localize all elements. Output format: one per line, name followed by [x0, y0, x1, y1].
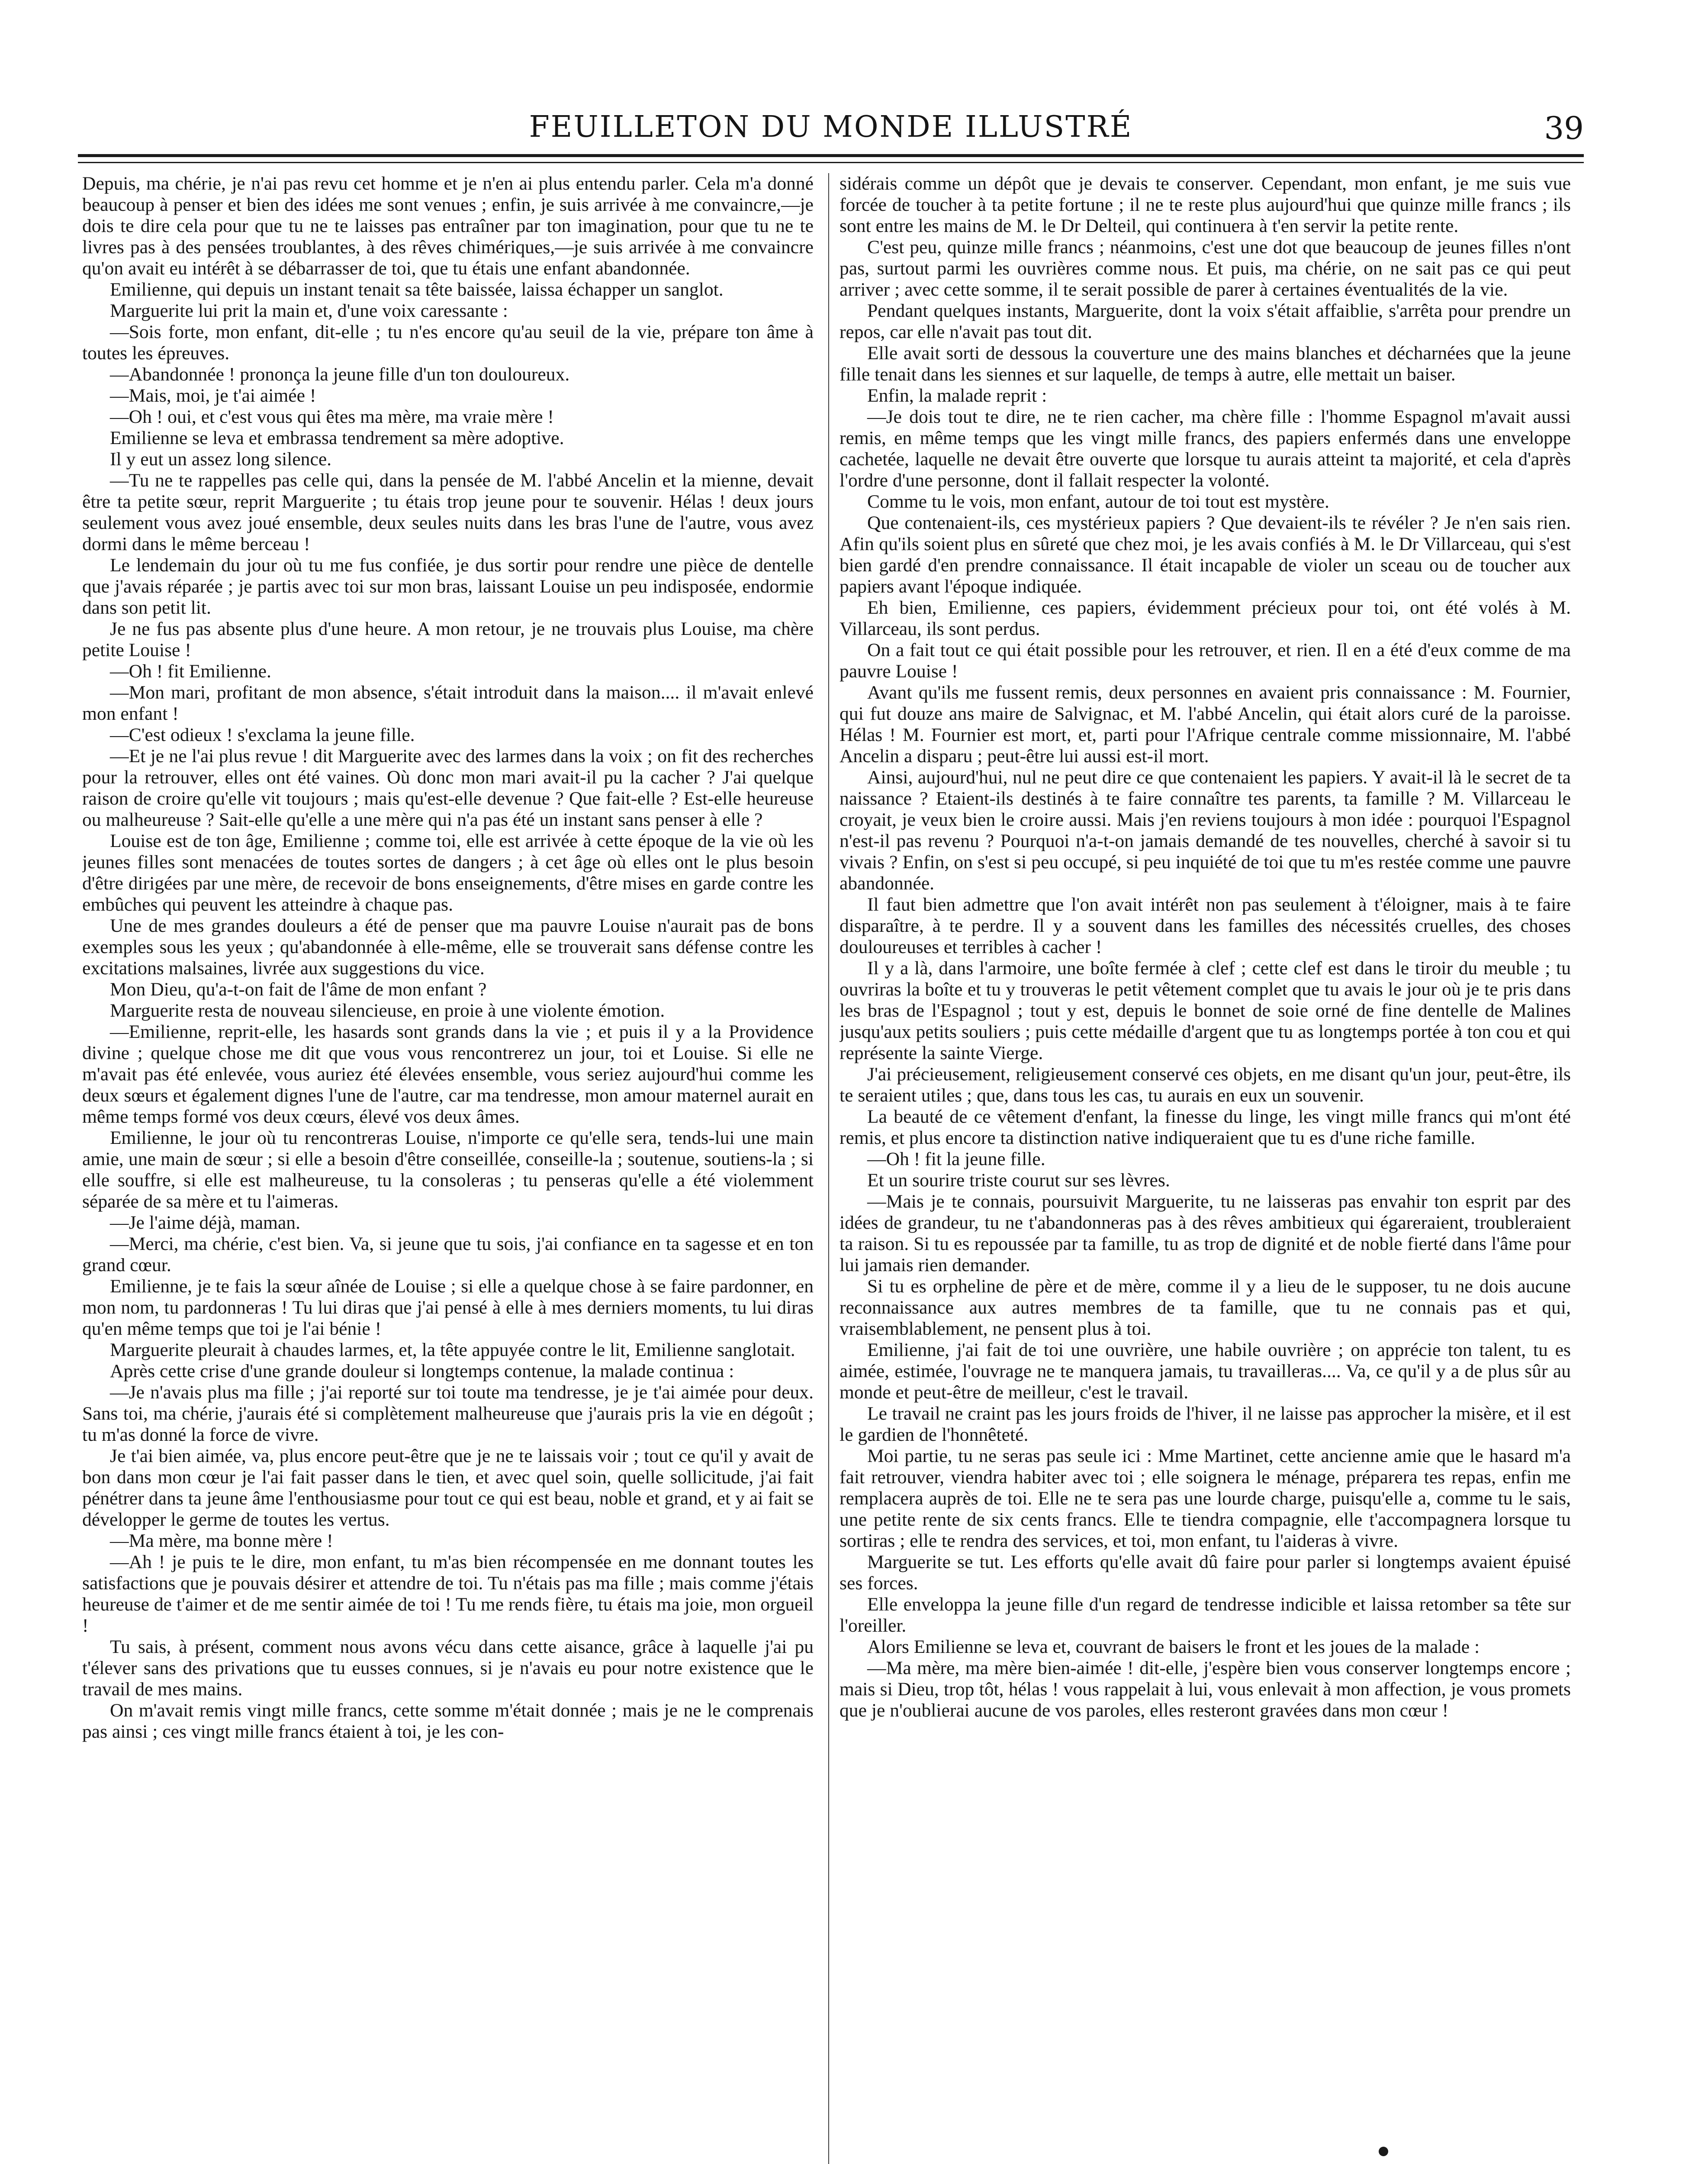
left-column-paragraph: Marguerite lui prit la main et, d'une voix caressante : — [110, 300, 508, 321]
left-column-paragraph: —Mais, moi, je t'ai aimée ! — [110, 385, 316, 406]
right-column-paragraph: Le travail ne craint pas les jours froids de l'hiver, il ne laisse pas approcher la misère, et il est le gardien de l'honnêteté. — [840, 1403, 1571, 1445]
header-rule-thin — [78, 162, 1584, 163]
right-column-paragraph: On a fait tout ce qui était possible pour les retrouver, et rien. Il en a été d'eux comme de ma pauvre Louise ! — [840, 640, 1571, 682]
left-column-paragraph: Une de mes grandes douleurs a été de penser que ma pauvre Louise n'aurait pas de bons exemples sous les yeux ; qu'abandonnée à elle-même, elle se trouverait sans défense contre les excitations malsaines, livrée aux suggestions du vice. — [82, 915, 814, 979]
left-column-paragraph: —Oh ! oui, et c'est vous qui êtes ma mère, ma vraie mère ! — [110, 406, 554, 427]
right-column-paragraph: Elle enveloppa la jeune fille d'un regard de tendresse indicible et laissa retomber sa tête sur l'oreiller. — [840, 1594, 1571, 1636]
page-header — [78, 106, 1584, 150]
left-column-paragraph: —Tu ne te rappelles pas celle qui, dans la pensée de M. l'abbé Ancelin et la mienne, devait être ta petite sœur, reprit Marguerite ; tu étais trop jeune pour te souvenir. Hélas ! deux jours seulement vous avez joué ensemble, deux seules nuits dans les bras l'une de l'autre, vous avez dormi dans le même berceau ! — [82, 470, 814, 554]
left-column-paragraph: —Je n'avais plus ma fille ; j'ai reporté sur toi toute ma tendresse, je je t'ai aimée pour deux. Sans toi, ma chérie, j'aurais été si complètement malheureuse que j'aurais pris la vie en dégoût ; tu m'as donné la force de vivre. — [82, 1382, 814, 1445]
right-column-paragraph: Ainsi, aujourd'hui, nul ne peut dire ce que contenaient les papiers. Y avait-il là le secret de ta naissance ? Etaient-ils destinés à te faire connaître tes parents, ta famille ? M. Villarceau le croyait, je veux bien le croire aussi. Mais j'en reviens toujours à mon idée : pourquoi l'Espagnol n'est-il pas revenu ? Pourquoi n'a-t-on jamais demandé de tes nouvelles, cherché à savoir si tu vivais ? Enfin, on s'est si peu occupé, si peu inquiété de toi que tu m'es restée comme une pauvre abandonnée. — [840, 767, 1571, 894]
left-column — [82, 173, 814, 2164]
right-column-paragraph: Emilienne, j'ai fait de toi une ouvrière, une habile ouvrière ; on apprécie ton talent, tu es aimée, estimée, l'ouvrage ne te manquera jamais, tu travailleras.... Va, ce qu'il y a de plus sûr au monde et peut-être de meilleur, c'est le travail. — [840, 1340, 1571, 1403]
right-column — [840, 173, 1571, 2164]
left-column-paragraph: Emilienne se leva et embrassa tendrement sa mère adoptive. — [110, 428, 564, 448]
left-column-paragraph: —Merci, ma chérie, c'est bien. Va, si jeune que tu sois, j'ai confiance en ta sagesse et en ton grand cœur. — [82, 1233, 814, 1275]
left-column-paragraph: Je t'ai bien aimée, va, plus encore peut-être que je ne te laissais voir ; tout ce qu'il y avait de bon dans mon cœur je l'ai fait passer dans le tien, et avec quel soin, quelle sollicitude, j'ai fait pénétrer dans ta jeune âme l'enthousiasme pour tout ce qui est beau, noble et grand, et y ai fait se développer le germe de toutes les vertus. — [82, 1446, 814, 1530]
left-column-paragraph: Le lendemain du jour où tu me fus confiée, je dus sortir pour rendre une pièce de dentelle que j'avais réparée ; je partis avec toi sur mon bras, laissant Louise un peu indisposée, endormie dans son petit lit. — [82, 555, 814, 618]
right-column-paragraph: Pendant quelques instants, Marguerite, dont la voix s'était affaiblie, s'arrêta pour prendre un repos, car elle n'avait pas tout dit. — [840, 300, 1571, 342]
right-column-paragraph: —Mais je te connais, poursuivit Marguerite, tu ne laisseras pas envahir ton esprit par des idées de grandeur, tu ne t'abandonneras pas à des rêves ambitieux qui égareraient, troubleraient ta raison. Si tu es repoussée par ta famille, tu as trop de dignité et de noble fierté dans l'âme pour lui jamais rien demander. — [840, 1191, 1571, 1275]
right-column-paragraph: C'est peu, quinze mille francs ; néanmoins, c'est une dot que beaucoup de jeunes filles n'ont pas, surtout parmi les ouvrières comme nous. Et puis, ma chérie, on ne sait pas ce qui peut arriver ; avec cette somme, il te serait possible de parer à certaines éventualités de la vie. — [840, 237, 1571, 300]
right-column-paragraph: J'ai précieusement, religieusement conservé ces objets, en me disant qu'un jour, peut-être, ils te seraient utiles ; que, dans tous les cas, tu aurais en eux un souvenir. — [840, 1064, 1571, 1106]
left-column-paragraph: Depuis, ma chérie, je n'ai pas revu cet homme et je n'en ai plus entendu parler. Cela m'a donné beaucoup à penser et bien des idées me sont venues ; enfin, je suis arrivée à me convaincre,—je dois te dire cela pour que tu ne te laisses pas entraîner par ton imagination, pour que tu ne te livres pas à des pensées troublantes, à des rêves chimériques,—je suis arrivée à me convaincre qu'on avait eu intérêt à se débarrasser de toi, que tu étais une enfant abandonnée. — [82, 173, 814, 279]
right-column-paragraph: Moi partie, tu ne seras pas seule ici : Mme Martinet, cette ancienne amie que le hasard m'a fait retrouver, viendra habiter avec toi ; elle soignera le ménage, préparera tes repas, enfin me remplacera auprès de toi. Elle ne te sera pas une lourde charge, puisqu'elle a, comme tu le sais, une petite rente de six cents francs. Elle te tiendra compagnie, elle t'accompagnera lorsque tu sortiras ; elle te rendra des services, et toi, mon enfant, tu l'aideras à vivre. — [840, 1446, 1571, 1551]
right-column-paragraph: Il y a là, dans l'armoire, une boîte fermée à clef ; cette clef est dans le tiroir du meuble ; tu ouvriras la boîte et tu y trouveras le petit vêtement complet que tu avais le jour où je te pris dans les bras de l'Espagnol ; tout y est, depuis le bonnet de soie orné de fine dentelle de Malines jusqu'aux petits souliers ; puis cette médaille d'argent que tu as longtemps portée à ton cou et qui représente la sainte Vierge. — [840, 958, 1571, 1063]
right-column-paragraph: Marguerite se tut. Les efforts qu'elle avait dû faire pour parler si longtemps avaient épuisé ses forces. — [840, 1552, 1571, 1594]
running-title: FEUILLETON DU MONDE ILLUSTRÉ — [529, 110, 1133, 144]
left-column-paragraph: —Emilienne, reprit-elle, les hasards sont grands dans la vie ; et puis il y a la Providence divine ; quelque chose me dit que vous vous rencontrerez un jour, toi et Louise. Si elle ne m'avait pas été enlevée, vous auriez été élevées ensemble, vous seriez aujourd'hui comme les deux sœurs et également dignes l'une de l'autre, car ma tendresse, mon amour maternel aurait en même temps formé vos deux cœurs, élevé vos deux âmes. — [82, 1021, 814, 1127]
left-column-paragraph: —Et je ne l'ai plus revue ! dit Marguerite avec des larmes dans la voix ; on fit des recherches pour la retrouver, elles ont été vaines. Où donc mon mari avait-il pu la cacher ? J'ai quelque raison de croire qu'elle vit toujours ; mais qu'est-elle devenue ? Que fait-elle ? Est-elle heureuse ou malheureuse ? Sait-elle qu'elle a une mère qui n'a pas été un instant sans penser à elle ? — [82, 746, 814, 830]
ink-dot-mark — [1379, 2147, 1388, 2156]
left-column-paragraph: Emilienne, le jour où tu rencontreras Louise, n'importe ce qu'elle sera, tends-lui une main amie, une main de sœur ; si elle a besoin d'être conseillée, conseille-la ; soutenue, soutiens-la ; si elle souffre, si elle est malheureuse, tu la consoleras ; tu penseras qu'elle a été violemment séparée de sa mère et tu l'aimeras. — [82, 1127, 814, 1212]
right-column-paragraph: —Je dois tout te dire, ne te rien cacher, ma chère fille : l'homme Espagnol m'avait aussi remis, en même temps que les vingt mille francs, des papiers enfermés dans une enveloppe cachetée, laquelle ne devait être ouverte que lorsque tu aurais atteint ta majorité, et cela d'après l'ordre d'une personne, dont il fallait respecter la volonté. — [840, 406, 1571, 491]
right-column-paragraph: Enfin, la malade reprit : — [867, 385, 1047, 406]
left-column-paragraph: Marguerite resta de nouveau silencieuse, en proie à une violente émotion. — [110, 1000, 665, 1021]
right-column-paragraph: —Ma mère, ma mère bien-aimée ! dit-elle, j'espère bien vous conserver longtemps encore ; mais si Dieu, trop tôt, hélas ! vous rappelait à lui, vous enlevait à mon affection, je vous promets que je n'oublierai aucune de vos paroles, elles resteront gravées dans mon cœur ! — [840, 1658, 1571, 1721]
left-column-paragraph: Emilienne, je te fais la sœur aînée de Louise ; si elle a quelque chose à se faire pardonner, en mon nom, tu pardonneras ! Tu lui diras que j'ai pensé à elle à mes derniers moments, tu lui diras qu'en même temps que toi je l'ai bénie ! — [82, 1276, 814, 1339]
right-column-paragraph: Comme tu le vois, mon enfant, autour de toi tout est mystère. — [867, 491, 1329, 512]
right-column-paragraph: Elle avait sorti de dessous la couverture une des mains blanches et décharnées que la jeune fille tenait dans les siennes et sur laquelle, de temps à autre, elle mettait un baiser. — [840, 343, 1571, 385]
right-column-paragraph: Si tu es orpheline de père et de mère, comme il y a lieu de le supposer, tu ne dois aucune reconnaissance aux autres membres de ta famille, que tu ne connais pas et qui, vraisemblablement, ne pensent plus à toi. — [840, 1276, 1571, 1339]
left-column-paragraph: —Oh ! fit Emilienne. — [110, 661, 271, 682]
header-rule-thick — [78, 154, 1584, 157]
left-column-paragraph: Je ne fus pas absente plus d'une heure. A mon retour, je ne trouvais plus Louise, ma chère petite Louise ! — [82, 618, 814, 660]
left-column-paragraph: Après cette crise d'une grande douleur si longtemps contenue, la malade continua : — [110, 1361, 734, 1381]
left-column-paragraph: Emilienne, qui depuis un instant tenait sa tête baissée, laissa échapper un sanglot. — [110, 279, 724, 300]
right-column-paragraph: La beauté de ce vêtement d'enfant, la finesse du linge, les vingt mille francs qui m'ont été remis, et plus encore ta distinction native indiqueraient que tu es d'une riche famille. — [840, 1106, 1571, 1148]
left-column-paragraph: —Mon mari, profitant de mon absence, s'était introduit dans la maison.... il m'avait enlevé mon enfant ! — [82, 682, 814, 724]
page-number: 39 — [1544, 110, 1584, 146]
left-column-paragraph: Mon Dieu, qu'a-t-on fait de l'âme de mon enfant ? — [110, 979, 487, 1000]
left-column-paragraph: Marguerite pleurait à chaudes larmes, et, la tête appuyée contre le lit, Emilienne sanglotait. — [110, 1340, 795, 1360]
left-column-paragraph: —Ma mère, ma bonne mère ! — [110, 1530, 333, 1551]
right-column-paragraph: Avant qu'ils me fussent remis, deux personnes en avaient pris connaissance : M. Fournier, qui fut douze ans maire de Salvignac, et M. l'abbé Ancelin, qui était alors curé de la paroisse. Hélas ! M. Fournier est mort, et, parti pour l'Afrique centrale comme missionnaire, M. l'abbé Ancelin a disparu ; peut-être lui aussi est-il mort. — [840, 682, 1571, 766]
column-divider — [828, 173, 829, 2164]
left-column-paragraph: Tu sais, à présent, comment nous avons vécu dans cette aisance, grâce à laquelle j'ai pu t'élever sans des privations que tu eusses connues, si je n'avais eu pour notre existence que le travail de mes mains. — [82, 1636, 814, 1700]
left-column-paragraph: Louise est de ton âge, Emilienne ; comme toi, elle est arrivée à cette époque de la vie où les jeunes filles sont menacées de toutes sortes de dangers ; à cet âge où elles ont le plus besoin d'être dirigées par une mère, de recevoir de bons enseignements, d'être mises en garde contre les embûches qui peuvent les atteindre à chaque pas. — [82, 831, 814, 915]
right-column-paragraph: Eh bien, Emilienne, ces papiers, évidemment précieux pour toi, ont été volés à M. Villarceau, ils sont perdus. — [840, 597, 1571, 639]
right-column-paragraph: Que contenaient-ils, ces mystérieux papiers ? Que devaient-ils te révéler ? Je n'en sais rien. Afin qu'ils soient plus en sûreté que chez moi, je les avais confiés à M. le Dr Villarceau, qui s'est bien gardé d'en prendre connaissance. Il était incapable de violer un sceau ou de toucher aux papiers avant l'époque indiquée. — [840, 512, 1571, 597]
left-column-paragraph: —Je l'aime déjà, maman. — [110, 1212, 301, 1233]
left-column-paragraph: —Ah ! je puis te le dire, mon enfant, tu m'as bien récompensée en me donnant toutes les satisfactions que je pouvais désirer et attendre de toi. Tu n'étais pas ma fille ; mais comme j'étais heureuse de t'aimer et de me sentir aimée de toi ! Tu me rends fière, tu étais ma joie, mon orgueil ! — [82, 1552, 814, 1636]
right-column-paragraph: Il faut bien admettre que l'on avait intérêt non pas seulement à t'éloigner, mais à te faire disparaître, à te perdre. Il y a souvent dans les familles des nécessités cruelles, des choses douloureuses et terribles à cacher ! — [840, 894, 1571, 957]
left-column-paragraph: —Sois forte, mon enfant, dit-elle ; tu n'es encore qu'au seuil de la vie, prépare ton âme à toutes les épreuves. — [82, 322, 814, 364]
right-column-paragraph: Et un sourire triste courut sur ses lèvres. — [867, 1170, 1170, 1191]
right-column-paragraph: —Oh ! fit la jeune fille. — [867, 1149, 1045, 1169]
left-column-paragraph: On m'avait remis vingt mille francs, cette somme m'était donnée ; mais je ne le comprenais pas ainsi ; ces vingt mille francs étaient à toi, je les con- — [82, 1700, 814, 1742]
left-column-paragraph: —Abandonnée ! prononça la jeune fille d'un ton douloureux. — [110, 364, 570, 385]
right-column-paragraph: Alors Emilienne se leva et, couvrant de baisers le front et les joues de la malade : — [867, 1636, 1480, 1657]
right-column-paragraph: sidérais comme un dépôt que je devais te conserver. Cependant, mon enfant, je me suis vue forcée de toucher à ta petite fortune ; il ne te reste plus aujourd'hui que quinze mille francs ; ils sont entre les mains de M. le Dr Delteil, qui continuera à t'en servir la petite rente. — [840, 173, 1571, 236]
left-column-paragraph: —C'est odieux ! s'exclama la jeune fille. — [110, 725, 415, 745]
left-column-paragraph: Il y eut un assez long silence. — [110, 449, 332, 470]
